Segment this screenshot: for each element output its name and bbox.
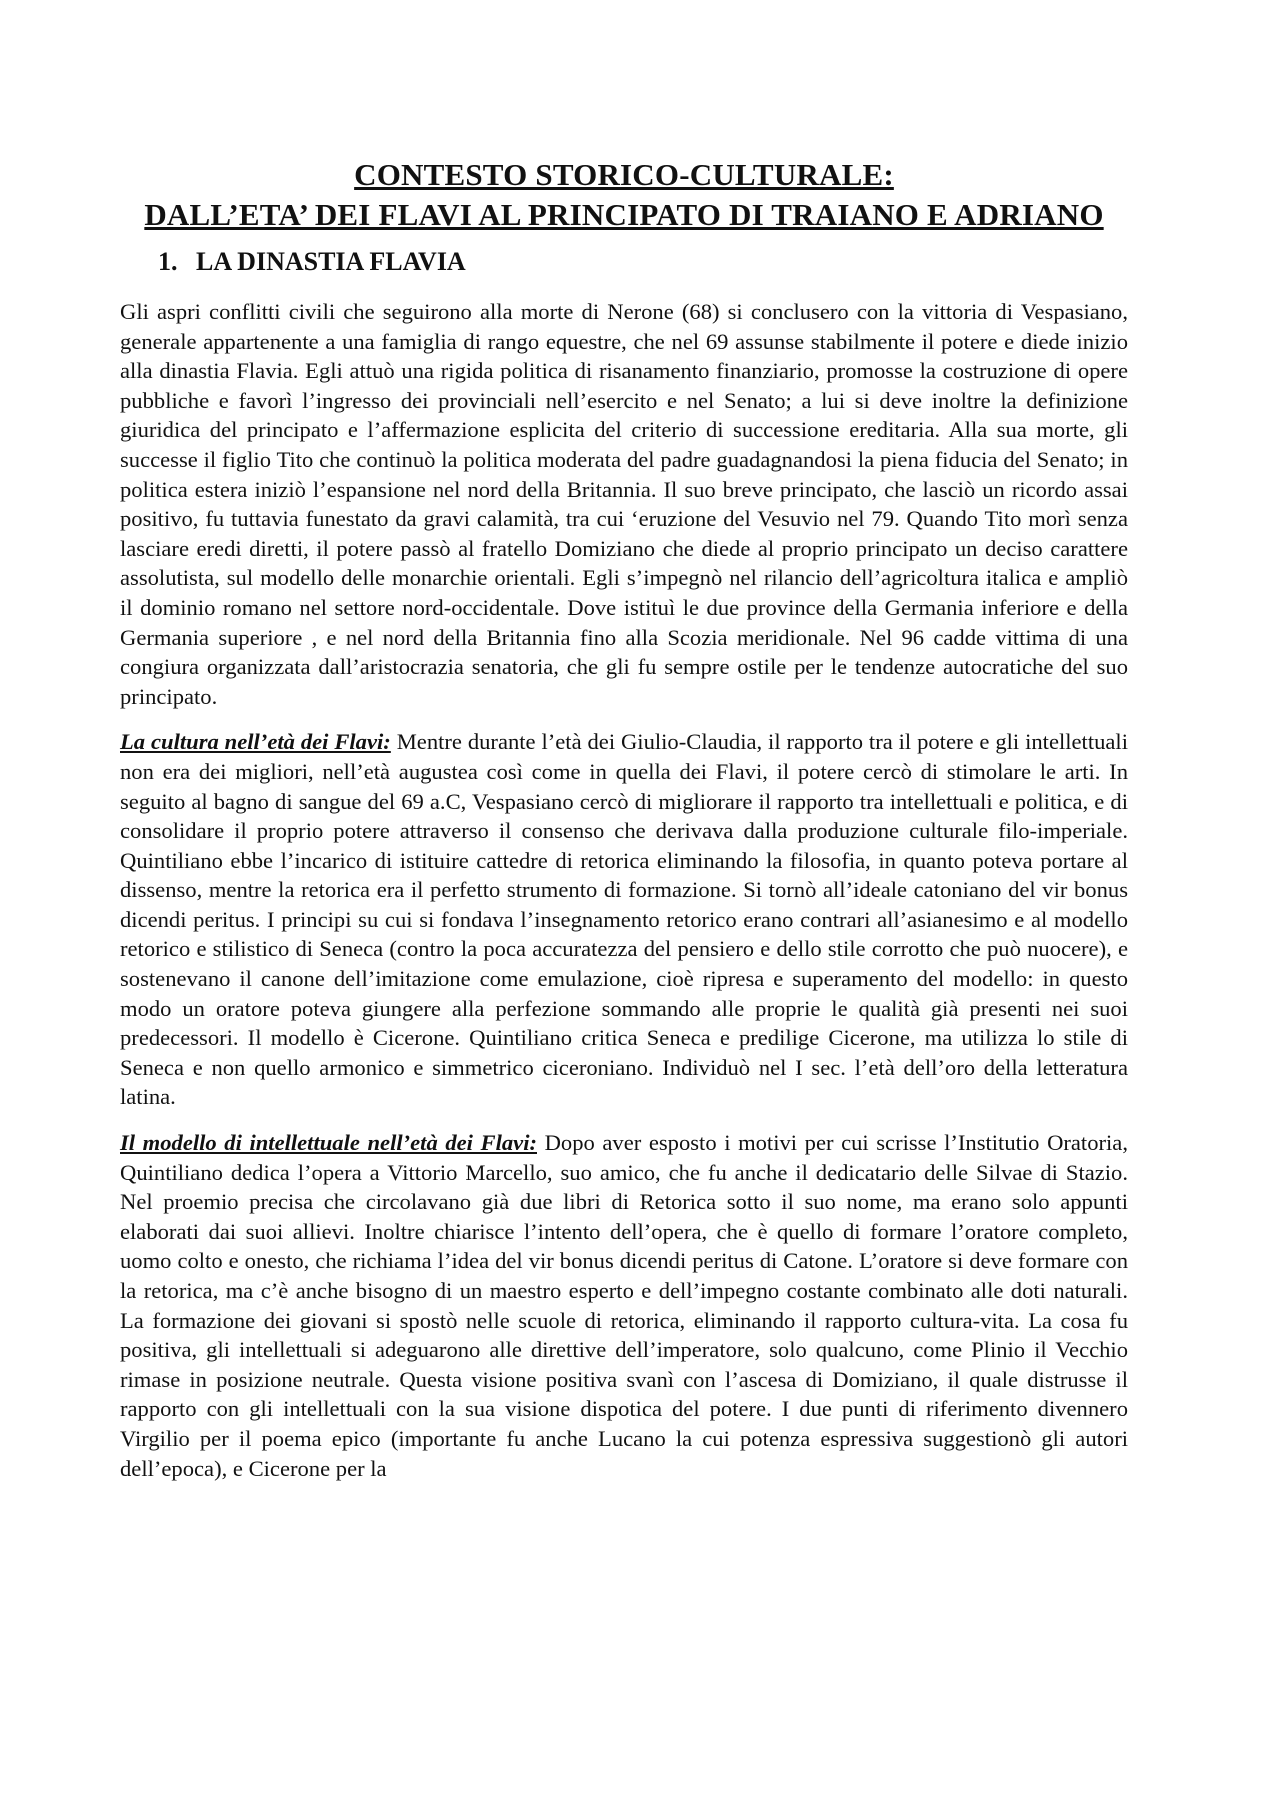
document-title-line-1: CONTESTO STORICO-CULTURALE: xyxy=(354,157,894,192)
paragraph-cultura xyxy=(120,727,1128,1112)
paragraph-cultura-body: Mentre durante l’età dei Giulio-Claudia, il rapporto tra il potere e gli intellettuali non era dei migliori, nell’età augustea così come in quella dei Flavi, il potere cercò di stimolare le arti. In seguito al bagno di sangue del 69 a.C, Vespasiano cercò di migliorare il rapporto tra intellettuali e politica, e di consolidare il proprio potere attraverso il consenso che derivava dalla produzione culturale filo-imperiale. Quintiliano ebbe l’incarico di istituire cattedre di retorica eliminando la filosofia, in quanto poteva portare al dissenso, mentre la retorica era il perfetto strumento di formazione. Si tornò all’ideale catoniano del vir bonus dicendi peritus. I principi su cui si fondava l’insegnamento retorico erano contrari all’asianesimo e al modello retorico e stilistico di Seneca (contro la poca accuratezza del pensiero e dello stile corrotto che può nuocere), e sostenevano il canone dell’imitazione come emulazione, cioè ripresa e superamento del modello: in questo modo un oratore poteva giungere alla perfezione sommando alle proprie le qualità già presenti nei suoi predecessori. Il modello è Cicerone. Quintiliano critica Seneca e predilige Cicerone, ma utilizza lo stile di Seneca e non quello armonico e simmetrico ciceroniano. Individuò nel I sec. l’età dell’oro della letteratura latina. xyxy=(120,729,1128,1110)
paragraph-modello-body: Dopo aver esposto i motivi per cui scrisse l’Institutio Oratoria, Quintiliano dedica l’opera a Vittorio Marcello, suo amico, che fu anche il dedicatario delle Silvae di Stazio. Nel proemio precisa che circolavano già due libri di Retorica sotto il suo nome, ma erano solo appunti elaborati dai suoi allievi. Inoltre chiarisce l’intento dell’opera, che è quello di formare l’oratore completo, uomo colto e onesto, che richiama l’idea del vir bonus dicendi peritus di Catone. L’oratore si deve formare con la retorica, ma c’è anche bisogno di un maestro esperto e dell’impegno costante combinato alle doti naturali. La formazione dei giovani si spostò nelle scuole di retorica, eliminando il rapporto cultura-vita. La cosa fu positiva, gli intellettuali si adeguarono alle direttive dell’imperatore, solo qualcuno, come Plinio il Vecchio rimase in posizione neutrale. Questa visione positiva svanì con l’ascesa di Domiziano, il quale distrusse il rapporto con gli intellettuali con la sua visione dispotica del potere. I due punti di riferimento divennero Virgilio per il poema epico (importante fu anche Lucano la cui potenza espressiva suggestionò gli autori dell’epoca), e Cicerone per la xyxy=(120,1130,1128,1481)
document-page xyxy=(120,155,1128,1499)
section-heading xyxy=(158,245,1128,279)
paragraph-cultura-lead: La cultura nell’età dei Flavi: xyxy=(120,729,391,755)
paragraph-modello-intellettuale xyxy=(120,1128,1128,1483)
document-title-line-2: DALL’ETA’ DEI FLAVI AL PRINCIPATO DI TRAIANO E ADRIANO xyxy=(144,197,1104,232)
section-title: LA DINASTIA FLAVIA xyxy=(196,247,466,276)
section-number: 1. xyxy=(158,247,178,276)
paragraph-modello-lead: Il modello di intellettuale nell’età dei Flavi: xyxy=(120,1130,537,1156)
paragraph-dinastia-flavia: Gli aspri conflitti civili che seguirono alla morte di Nerone (68) si conclusero con la vittoria di Vespasiano, generale appartenente a una famiglia di rango equestre, che nel 69 assunse stabilmente il potere e diede inizio alla dinastia Flavia. Egli attuò una rigida politica di risanamento finanziario, promosse la costruzione di opere pubbliche e favorì l’ingresso dei provinciali nell’esercito e nel Senato; a lui si deve inoltre la definizione giuridica del principato e l’affermazione esplicita del criterio di successione ereditaria. Alla sua morte, gli successe il figlio Tito che continuò la politica moderata del padre guadagnandosi la piena fiducia del Senato; in politica estera iniziò l’espansione nel nord della Britannia. Il suo breve principato, che lasciò un ricordo assai positivo, fu tuttavia funestato da gravi calamità, tra cui ‘eruzione del Vesuvio nel 79. Quando Tito morì senza lasciare eredi diretti, il potere passò al fratello Domiziano che diede al proprio principato un deciso carattere assolutista, sul modello delle monarchie orientali. Egli s’impegnò nel rilancio dell’agricoltura italica e ampliò il dominio romano nel settore nord-occidentale. Dove istituì le due province della Germania inferiore e della Germania superiore , e nel nord della Britannia fino alla Scozia meridionale. Nel 96 cadde vittima di una congiura organizzata dall’aristocrazia senatoria, che gli fu sempre ostile per le tendenze autocratiche del suo principato. xyxy=(120,299,1128,709)
